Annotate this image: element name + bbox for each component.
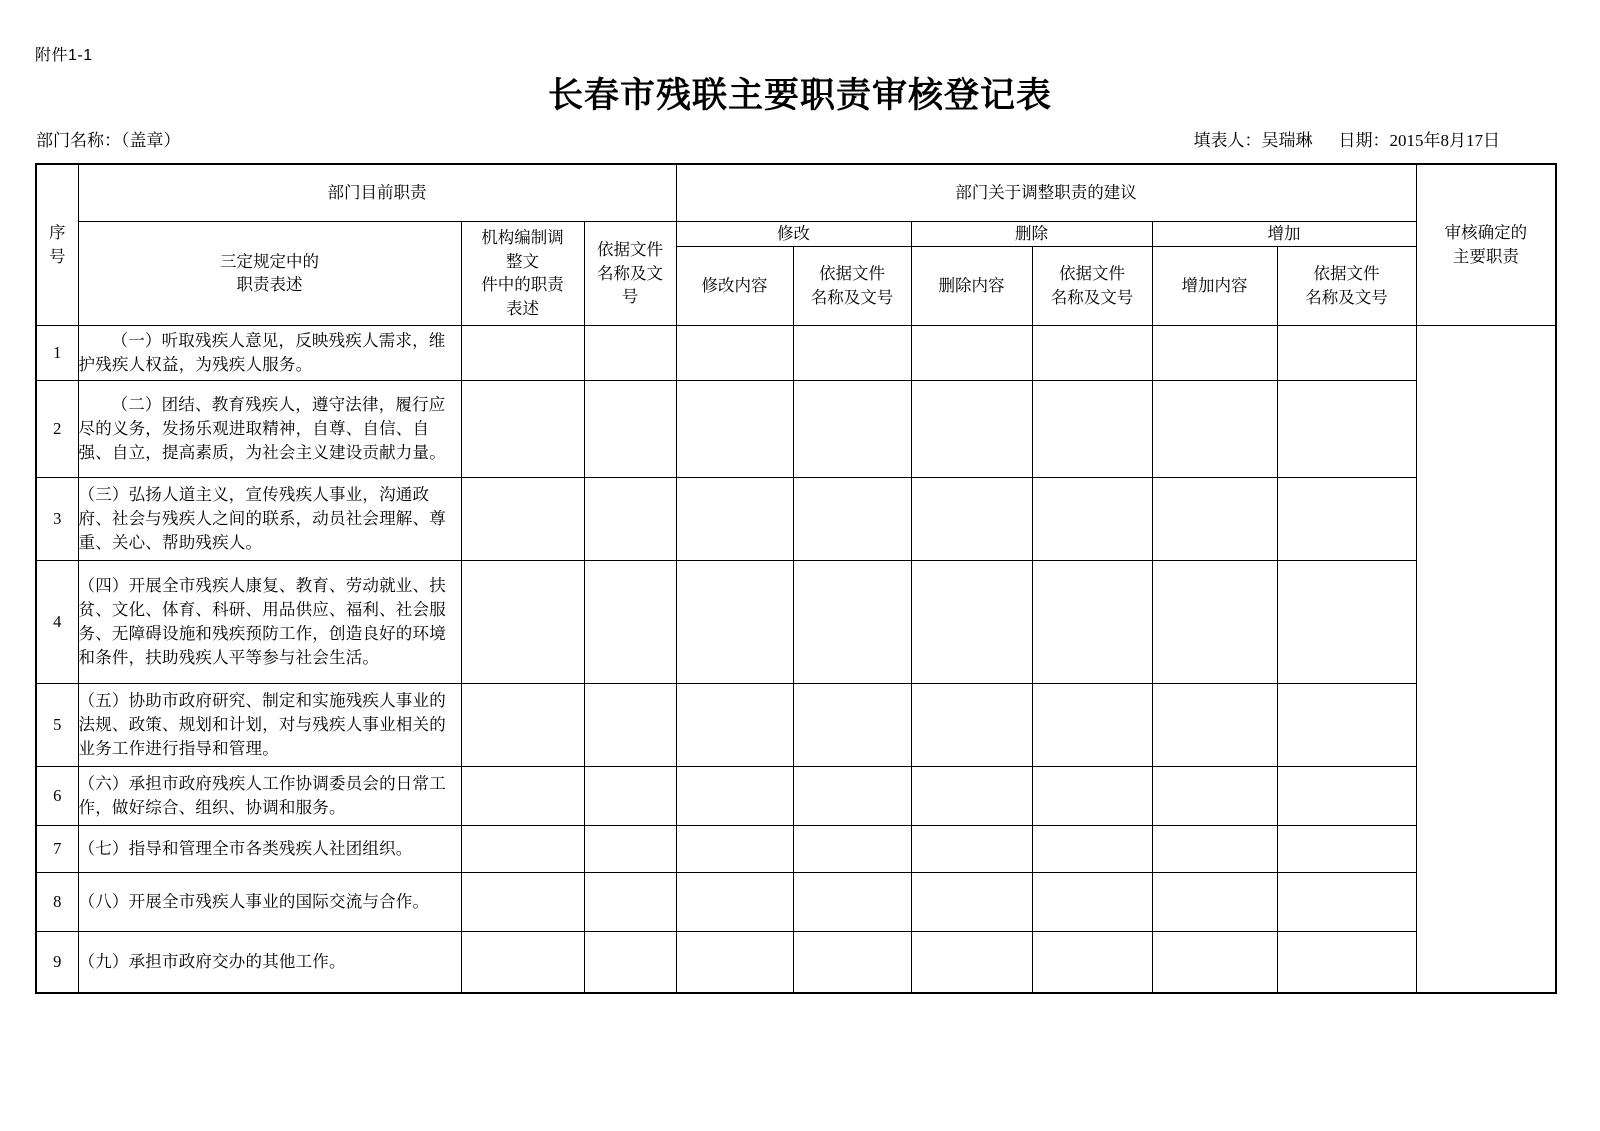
row-duty-text: （八）开展全市残疾人事业的国际交流与合作。	[78, 872, 461, 931]
cell-add-basis[interactable]	[1277, 825, 1416, 872]
header-delete-basis: 依据文件 名称及文号	[1032, 246, 1152, 325]
cell-modify-content[interactable]	[676, 380, 793, 477]
cell-basis-document[interactable]	[584, 872, 676, 931]
cell-org-adjust-duties[interactable]	[461, 683, 584, 766]
cell-delete-basis[interactable]	[1032, 477, 1152, 560]
cell-add-basis[interactable]	[1277, 931, 1416, 993]
cell-add-content[interactable]	[1152, 766, 1277, 825]
attachment-number: 附件1-1	[35, 47, 93, 64]
cell-org-adjust-duties[interactable]	[461, 931, 584, 993]
row-index: 4	[36, 560, 78, 683]
cell-add-content[interactable]	[1152, 325, 1277, 380]
header-group-add: 增加	[1152, 222, 1416, 247]
cell-basis-document[interactable]	[584, 380, 676, 477]
cell-delete-basis[interactable]	[1032, 931, 1152, 993]
header-add-basis: 依据文件 名称及文号	[1277, 246, 1416, 325]
cell-org-adjust-duties[interactable]	[461, 766, 584, 825]
cell-modify-content[interactable]	[676, 477, 793, 560]
cell-add-content[interactable]	[1152, 931, 1277, 993]
header-index: 序 号	[36, 164, 78, 325]
cell-add-basis[interactable]	[1277, 683, 1416, 766]
row-duty-text: （三）弘扬人道主义，宣传残疾人事业，沟通政府、社会与残疾人之间的联系，动员社会理解、尊重、关心、帮助残疾人。	[78, 477, 461, 560]
cell-delete-content[interactable]	[911, 825, 1032, 872]
cell-delete-basis[interactable]	[1032, 683, 1152, 766]
row-duty-text: （五）协助市政府研究、制定和实施残疾人事业的法规、政策、规划和计划，对与残疾人事业相关的业务工作进行指导和管理。	[78, 683, 461, 766]
cell-modify-content[interactable]	[676, 683, 793, 766]
cell-approved-duties[interactable]	[1416, 325, 1556, 993]
cell-add-content[interactable]	[1152, 872, 1277, 931]
header-current-duties-group: 部门目前职责	[78, 164, 676, 222]
row-index: 8	[36, 872, 78, 931]
header-basis-document: 依据文件 名称及文 号	[584, 222, 676, 326]
cell-modify-basis[interactable]	[793, 931, 911, 993]
table-header-row-1	[36, 164, 1556, 222]
department-name-label: 部门名称：（盖章）	[36, 131, 181, 150]
cell-basis-document[interactable]	[584, 477, 676, 560]
cell-basis-document[interactable]	[584, 325, 676, 380]
row-index: 7	[36, 825, 78, 872]
header-org-adjust-duties: 机构编制调 整文 件中的职责 表述	[461, 222, 584, 326]
cell-org-adjust-duties[interactable]	[461, 825, 584, 872]
header-adjust-suggestion-group: 部门关于调整职责的建议	[676, 164, 1416, 222]
cell-modify-basis[interactable]	[793, 477, 911, 560]
header-modify-basis: 依据文件 名称及文号	[793, 246, 911, 325]
cell-delete-content[interactable]	[911, 325, 1032, 380]
table-row	[36, 825, 1556, 872]
cell-basis-document[interactable]	[584, 766, 676, 825]
cell-modify-content[interactable]	[676, 325, 793, 380]
cell-add-basis[interactable]	[1277, 477, 1416, 560]
row-index: 9	[36, 931, 78, 993]
row-index: 1	[36, 325, 78, 380]
cell-delete-content[interactable]	[911, 931, 1032, 993]
cell-modify-content[interactable]	[676, 825, 793, 872]
row-duty-text: （九）承担市政府交办的其他工作。	[78, 931, 461, 993]
page-title: 长春市残联主要职责审核登记表	[547, 76, 1052, 115]
table-row	[36, 872, 1556, 931]
header-add-content: 增加内容	[1152, 246, 1277, 325]
form-meta-right	[1194, 126, 1501, 151]
cell-org-adjust-duties[interactable]	[461, 560, 584, 683]
cell-basis-document[interactable]	[584, 931, 676, 993]
cell-delete-basis[interactable]	[1032, 872, 1152, 931]
cell-add-content[interactable]	[1152, 825, 1277, 872]
cell-add-basis[interactable]	[1277, 560, 1416, 683]
row-duty-text: （四）开展全市残疾人康复、教育、劳动就业、扶贫、文化、体育、科研、用品供应、福利、社会服务、无障碍设施和残疾预防工作，创造良好的环境和条件，扶助残疾人平等参与社会生活。	[78, 560, 461, 683]
duty-review-table	[35, 163, 1557, 994]
cell-modify-basis[interactable]	[793, 825, 911, 872]
header-modify-content: 修改内容	[676, 246, 793, 325]
cell-add-basis[interactable]	[1277, 380, 1416, 477]
row-duty-text: （二）团结、教育残疾人，遵守法律，履行应尽的义务，发扬乐观进取精神，自尊、自信、自强、自立，提高素质，为社会主义建设贡献力量。	[78, 380, 461, 477]
cell-delete-content[interactable]	[911, 560, 1032, 683]
cell-add-content[interactable]	[1152, 380, 1277, 477]
cell-modify-basis[interactable]	[793, 560, 911, 683]
cell-delete-basis[interactable]	[1032, 825, 1152, 872]
cell-modify-basis[interactable]	[793, 872, 911, 931]
table-row	[36, 325, 1556, 380]
table-row	[36, 380, 1556, 477]
cell-modify-basis[interactable]	[793, 325, 911, 380]
header-approved-duties: 审核确定的 主要职责	[1416, 164, 1556, 325]
row-index: 6	[36, 766, 78, 825]
table-row	[36, 477, 1556, 560]
header-delete-content: 删除内容	[911, 246, 1032, 325]
cell-delete-content[interactable]	[911, 683, 1032, 766]
table-row	[36, 766, 1556, 825]
table-row	[36, 683, 1556, 766]
cell-org-adjust-duties[interactable]	[461, 872, 584, 931]
cell-delete-basis[interactable]	[1032, 560, 1152, 683]
row-duty-text: （一）听取残疾人意见，反映残疾人需求，维护残疾人权益，为残疾人服务。	[78, 325, 461, 380]
cell-basis-document[interactable]	[584, 683, 676, 766]
cell-modify-content[interactable]	[676, 766, 793, 825]
cell-delete-content[interactable]	[911, 766, 1032, 825]
cell-add-basis[interactable]	[1277, 872, 1416, 931]
cell-delete-basis[interactable]	[1032, 325, 1152, 380]
cell-basis-document[interactable]	[584, 560, 676, 683]
preparer-label: 填表人：吴瑞琳	[1193, 131, 1313, 150]
cell-modify-basis[interactable]	[793, 766, 911, 825]
cell-delete-basis[interactable]	[1032, 766, 1152, 825]
cell-add-basis[interactable]	[1277, 766, 1416, 825]
header-group-modify: 修改	[676, 222, 911, 247]
cell-add-basis[interactable]	[1277, 325, 1416, 380]
table-header-row-2	[36, 222, 1556, 247]
cell-modify-content[interactable]	[676, 560, 793, 683]
row-duty-text: （六）承担市政府残疾人工作协调委员会的日常工作，做好综合、组织、协调和服务。	[78, 766, 461, 825]
cell-delete-content[interactable]	[911, 477, 1032, 560]
cell-org-adjust-duties[interactable]	[461, 380, 584, 477]
cell-add-content[interactable]	[1152, 477, 1277, 560]
cell-add-content[interactable]	[1152, 683, 1277, 766]
row-index: 5	[36, 683, 78, 766]
row-duty-text: （七）指导和管理全市各类残疾人社团组织。	[78, 825, 461, 872]
cell-modify-content[interactable]	[676, 931, 793, 993]
cell-basis-document[interactable]	[584, 825, 676, 872]
cell-delete-content[interactable]	[911, 872, 1032, 931]
row-index: 2	[36, 380, 78, 477]
cell-org-adjust-duties[interactable]	[461, 325, 584, 380]
cell-modify-basis[interactable]	[793, 683, 911, 766]
form-table-container	[35, 163, 1555, 994]
row-index: 3	[36, 477, 78, 560]
cell-delete-content[interactable]	[911, 380, 1032, 477]
table-row	[36, 931, 1556, 993]
cell-modify-content[interactable]	[676, 872, 793, 931]
cell-modify-basis[interactable]	[793, 380, 911, 477]
header-group-delete: 删除	[911, 222, 1152, 247]
cell-org-adjust-duties[interactable]	[461, 477, 584, 560]
cell-delete-basis[interactable]	[1032, 380, 1152, 477]
table-row	[36, 560, 1556, 683]
cell-add-content[interactable]	[1152, 560, 1277, 683]
date-label: 日期：2015年8月17日	[1338, 131, 1500, 150]
header-three-fix-duties: 三定规定中的 职责表述	[78, 222, 461, 326]
